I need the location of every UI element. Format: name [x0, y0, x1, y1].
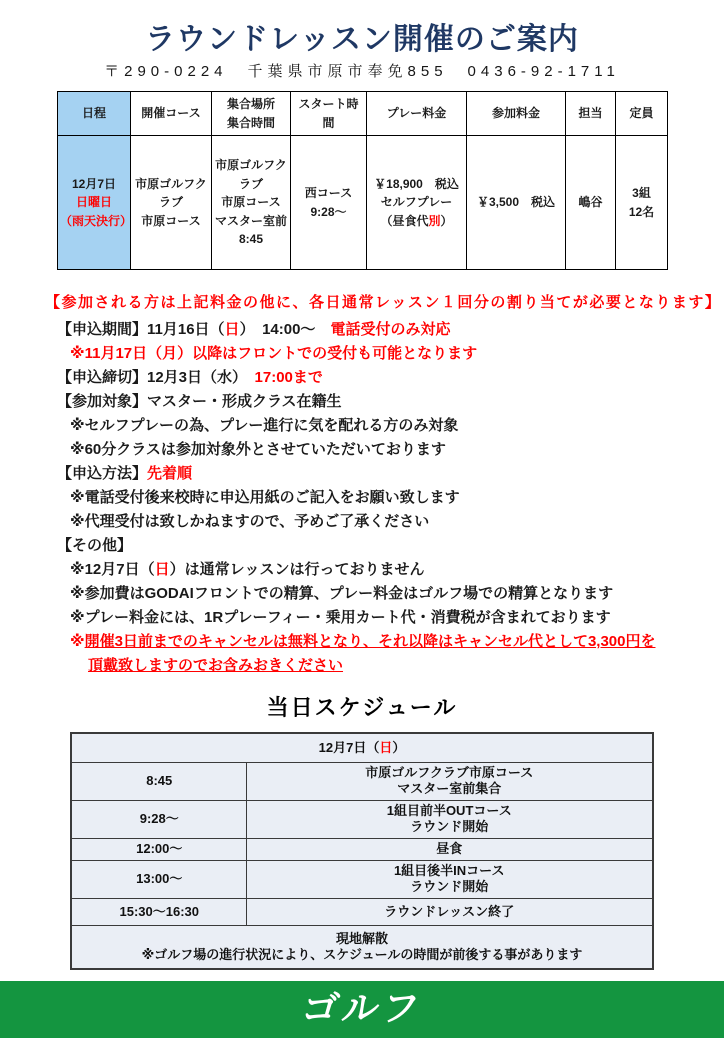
schedule-row	[71, 762, 652, 800]
schedule-desc-line1: 昼食	[436, 841, 463, 856]
col-header-capacity: 定員	[616, 92, 668, 136]
schedule-title: 当日スケジュール	[266, 695, 458, 720]
schedule-time: 8:45	[71, 762, 246, 800]
cell-entry-fee: ￥3,500 税込	[467, 136, 566, 270]
col-header-play-fee: プレー料金	[367, 92, 467, 136]
schedule-desc-line2: マスター室前集合	[397, 781, 502, 796]
col-header-meeting-line1: 集合場所	[226, 96, 275, 111]
note-cancel-policy-2: 頂戴致しますのでお含みおきください	[88, 657, 344, 674]
col-header-date: 日程	[58, 92, 131, 136]
cell-date	[58, 136, 131, 270]
col-header-entry-fee: 参加料金	[467, 92, 566, 136]
note-eligibility: 【参加対象】マスター・形成クラス在籍生	[57, 393, 342, 410]
schedule-footer-row	[71, 925, 652, 969]
note-apply-method: 【申込方法】先着順	[57, 465, 193, 482]
capacity-groups: 3組	[632, 185, 651, 200]
note-apply-period: 【申込期間】11月16日（日） 14:00～ 電話受付のみ対応	[57, 321, 451, 338]
schedule-desc	[246, 860, 652, 898]
schedule-desc-line1: 1組目前半OUTコース	[386, 803, 512, 818]
cell-course	[131, 136, 212, 270]
note-others-sub2: ※参加費はGODAIフロントでの精算、プレー料金はゴルフ場での精算となります	[70, 585, 614, 602]
note-others-label: 【その他】	[57, 537, 133, 554]
note-apply-period-sub: ※11月17日（月）以降はフロントでの受付も可能となります	[70, 345, 478, 362]
note-others-sub3: ※プレー料金には、1Rプレーフィー・乗用カート代・消費税が含まれております	[70, 609, 611, 626]
meeting-time: 8:45	[238, 232, 264, 247]
schedule-footer	[71, 925, 652, 969]
schedule-desc	[246, 838, 652, 860]
cell-staff: 嶋谷	[566, 136, 616, 270]
flyer-page	[0, 14, 724, 1038]
note-method-sub2: ※代理受付は致しかねますので、予めご了承ください	[70, 513, 430, 530]
note-cancel-policy: ※開催3日前までのキャンセルは無料となり、それ以降はキャンセル代として3,300円を	[70, 633, 656, 650]
start-time: 9:28～	[310, 204, 347, 219]
play-fee-amount: ￥18,900 税込	[374, 176, 459, 191]
lesson-info-table	[57, 91, 668, 270]
schedule-desc-line1: 市原ゴルフクラブ市原コース	[365, 765, 534, 780]
note-eligibility-sub1: ※セルフプレーの為、プレー進行に気を配れる方のみ対象	[70, 417, 459, 434]
schedule-desc	[246, 762, 652, 800]
date-line3: （雨天決行）	[60, 213, 133, 228]
capacity-people: 12名	[628, 204, 655, 219]
play-fee-note: （昼食代別）	[380, 213, 453, 228]
col-header-course: 開催コース	[131, 92, 212, 136]
start-course: 西コース	[304, 185, 353, 200]
play-fee-style: セルフプレー	[380, 195, 453, 210]
note-deadline: 【申込締切】12月3日（水） 17:00まで	[57, 369, 323, 386]
schedule-desc-line2: ラウンド開始	[410, 879, 489, 894]
note-others-sub1: ※12月7日（日）は通常レッスンは行っておりません	[70, 561, 425, 578]
col-header-meeting-line2: 集合時間	[226, 115, 275, 130]
course-line1: 市原ゴルフクラブ	[135, 176, 207, 210]
schedule-time: 15:30～16:30	[71, 898, 246, 925]
course-line2: 市原コース	[141, 213, 201, 228]
brand-logo-text: ゴルフ	[299, 988, 425, 1029]
schedule-row	[71, 838, 652, 860]
col-header-meeting	[212, 92, 291, 136]
schedule-time: 13:00～	[71, 860, 246, 898]
table-header-row	[58, 92, 668, 136]
schedule-desc-line1: ラウンドレッスン終了	[384, 903, 515, 919]
cell-play-fee	[367, 136, 467, 270]
schedule-date: 12月7日（日）	[71, 733, 652, 762]
col-header-start-time: スタート時間	[291, 92, 367, 136]
schedule-desc-line1: 1組目後半INコース	[393, 863, 505, 878]
schedule-desc	[246, 800, 652, 838]
meeting-line1: 市原ゴルフクラブ	[215, 158, 287, 191]
note-highlight-banner: 【参加される方は上記料金の他に、各日通常レッスン１回分の割り当てが必要となります】	[45, 294, 722, 311]
schedule-row	[71, 860, 652, 898]
schedule-dismissal: 現地解散	[335, 930, 388, 946]
cell-meeting	[212, 136, 291, 270]
schedule-time: 9:28～	[71, 800, 246, 838]
schedule-desc	[246, 898, 652, 925]
schedule-table	[70, 732, 653, 970]
address-line: 〒290-0224 千葉県市原市奉免855 0436-92-1711	[104, 63, 620, 80]
date-line1: 12月7日	[71, 176, 117, 191]
cell-capacity	[616, 136, 668, 270]
cell-start-time	[291, 136, 367, 270]
meeting-line2: 市原コース	[221, 195, 281, 210]
schedule-row	[71, 898, 652, 925]
meeting-line3: マスター室前	[214, 213, 287, 228]
date-line2: 日曜日	[75, 195, 112, 210]
note-eligibility-sub2: ※60分クラスは参加対象外とさせていただいております	[70, 441, 446, 458]
schedule-date-row	[71, 733, 652, 762]
brand-footer	[0, 981, 724, 1038]
schedule-desc-line2: ラウンド開始	[410, 819, 489, 834]
col-header-staff: 担当	[566, 92, 616, 136]
notes-section	[0, 294, 724, 675]
page-title: ラウンドレッスン開催のご案内	[145, 23, 579, 56]
note-method-sub1: ※電話受付後来校時に申込用紙のご記入をお願い致します	[70, 489, 460, 506]
schedule-row	[71, 800, 652, 838]
table-row	[58, 136, 668, 270]
schedule-timing-note: ※ゴルフ場の進行状況により、スケジュールの時間が前後する事があります	[141, 946, 583, 962]
schedule-time: 12:00～	[71, 838, 246, 860]
